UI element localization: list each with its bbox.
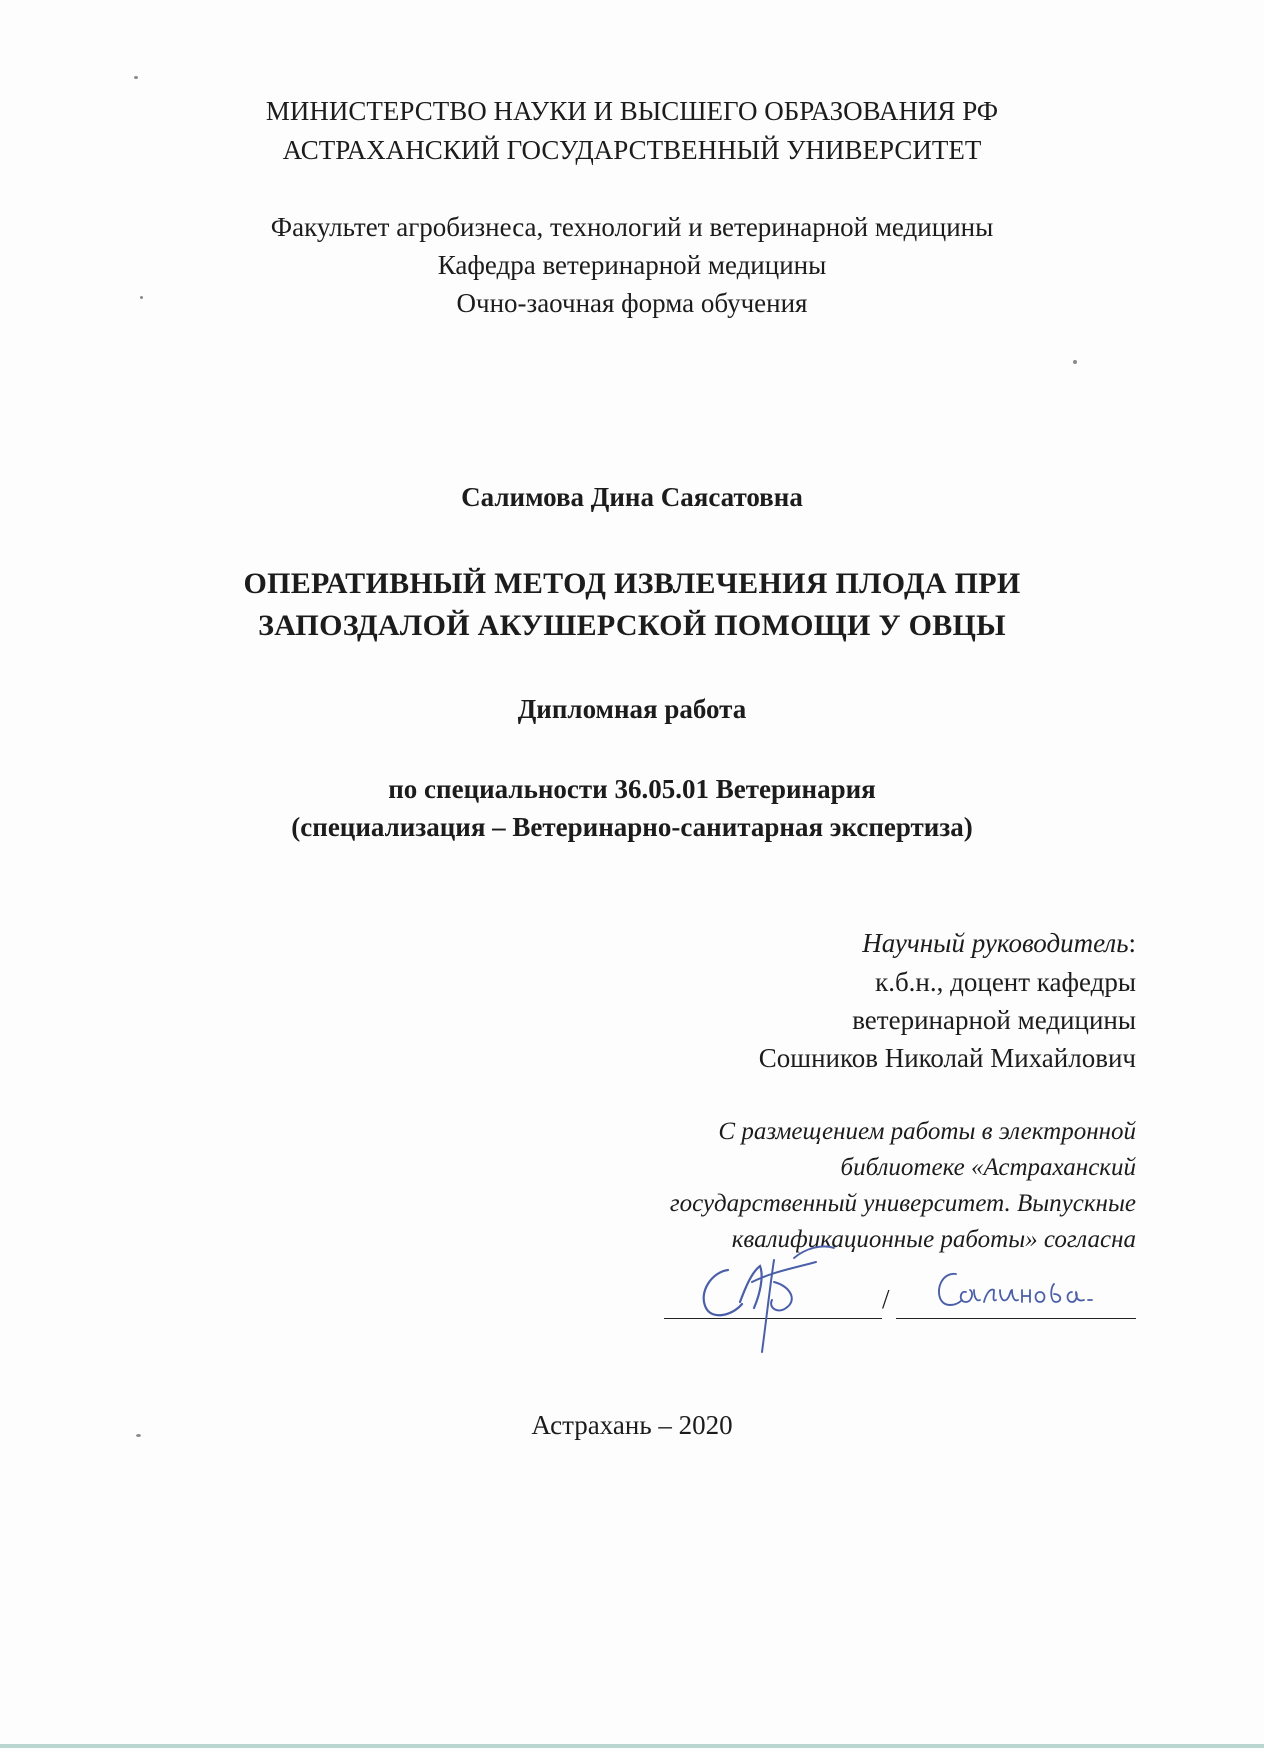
signature-separator: / [882, 1284, 890, 1314]
supervisor-degree: к.б.н., доцент кафедры [875, 967, 1136, 997]
handwritten-signature-icon [690, 1242, 850, 1362]
faculty-line: Факультет агробизнеса, технологий и ветеринарной медицины [270, 212, 994, 242]
specialization-line: (специализация – Ветеринарно-санитарная экспертиза) [291, 812, 973, 842]
department-line: Кафедра ветеринарной медицины [437, 250, 827, 280]
consent-line-2: библиотеке «Астраханский [840, 1154, 1136, 1181]
ministry-heading: МИНИСТЕРСТВО НАУКИ И ВЫСШЕГО ОБРАЗОВАНИЯ РФ [265, 96, 999, 126]
university-heading: АСТРАХАНСКИЙ ГОСУДАРСТВЕННЫЙ УНИВЕРСИТЕТ [282, 135, 982, 165]
specialty-line: по специальности 36.05.01 Ветеринария [388, 774, 876, 804]
supervisor-label-colon: : [1128, 928, 1136, 958]
city-year: Астрахань – 2020 [531, 1410, 733, 1440]
consent-line-3: государственный университет. Выпускные [669, 1190, 1136, 1217]
scan-speck [1073, 360, 1077, 364]
supervisor-label-row [862, 928, 1136, 959]
thesis-title-line-1: ОПЕРАТИВНЫЙ МЕТОД ИЗВЛЕЧЕНИЯ ПЛОДА ПРИ [243, 567, 1021, 600]
scan-speck [134, 76, 138, 79]
consent-line-1: С размещением работы в электронной [718, 1118, 1136, 1145]
handwritten-surname-icon [930, 1264, 1110, 1324]
study-form-line: Очно-заочная форма обучения [456, 288, 808, 318]
work-type: Дипломная работа [517, 694, 747, 724]
author-name: Салимова Дина Саясатовна [461, 482, 803, 512]
supervisor-label: Научный руководитель [862, 928, 1129, 958]
scan-edge-streak [0, 1744, 1264, 1748]
supervisor-name: Сошников Николай Михайлович [758, 1043, 1136, 1073]
supervisor-department: ветеринарной медицины [852, 1005, 1136, 1035]
consent-line-4: квалификационные работы» согласна [731, 1226, 1136, 1253]
thesis-title-line-2: ЗАПОЗДАЛОЙ АКУШЕРСКОЙ ПОМОЩИ У ОВЦЫ [258, 609, 1006, 642]
